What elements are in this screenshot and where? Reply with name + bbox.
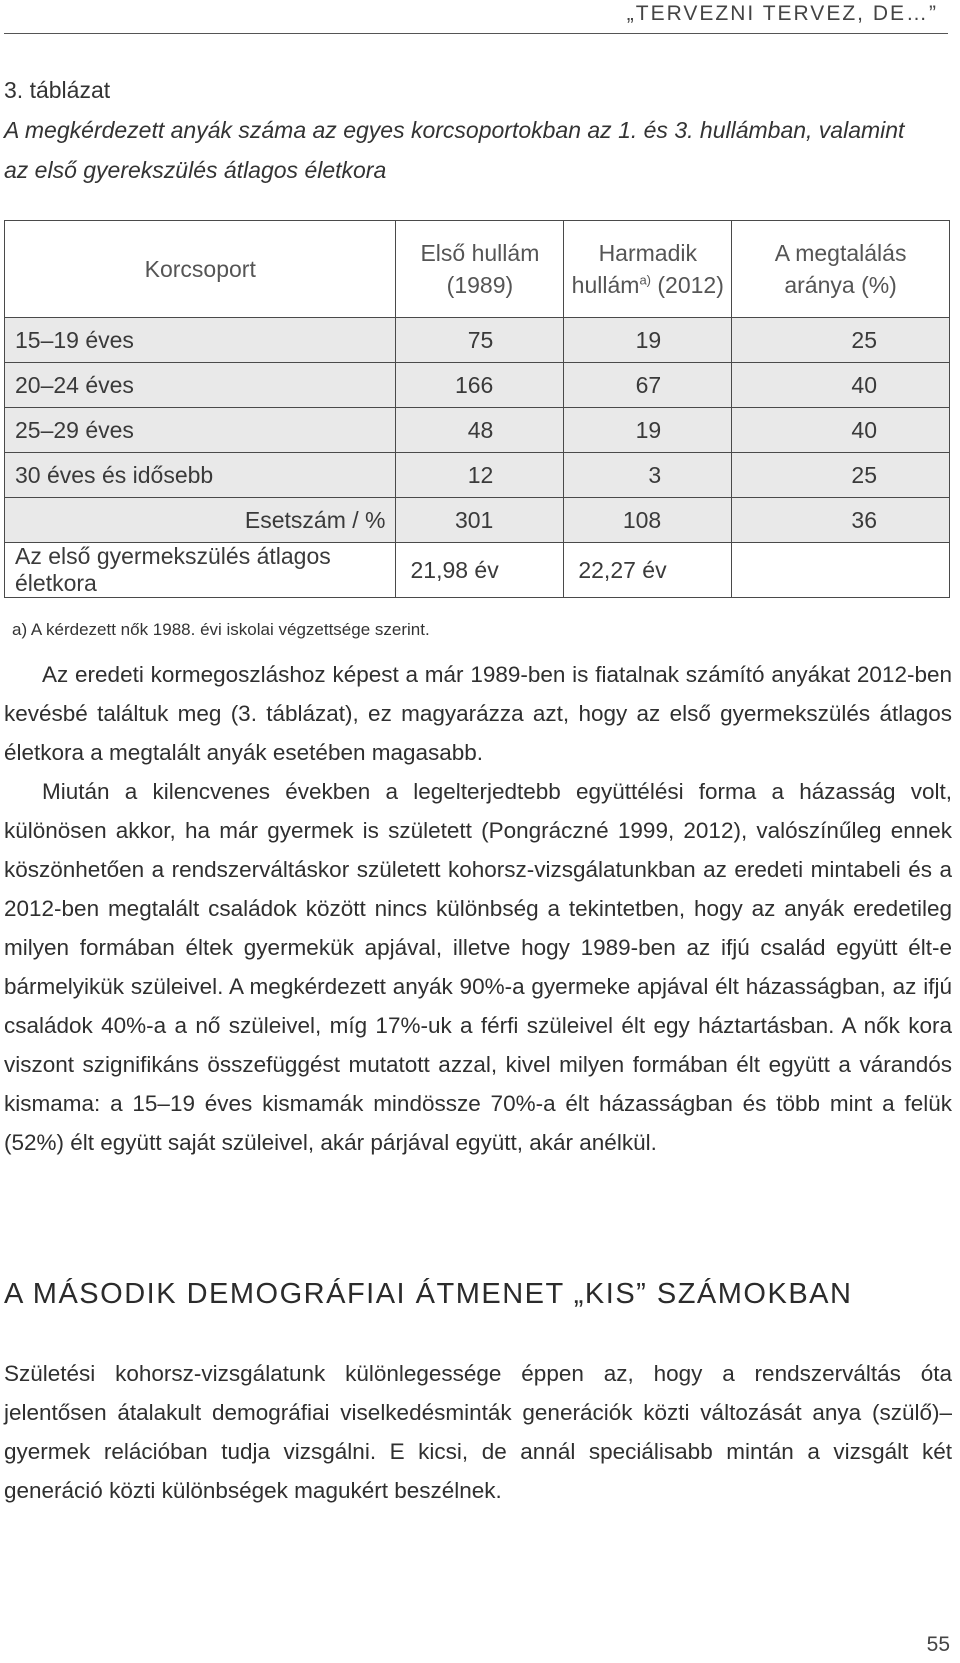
paragraph-3: Születési kohorsz-vizsgálatunk különlegessége éppen az, hogy a rendszerváltás óta jelentősen átalakult demográfiai viselkedésminták generációk közti változását anya (szülő)–gyermek relációban tudja vizsgálni. E kicsi, de annál speciálisabb mintán a vizsgált két generáció közti különbségek magukért beszélnek. xyxy=(4,1361,952,1503)
data-table xyxy=(4,220,950,598)
page-number: 55 xyxy=(926,1633,950,1656)
cell-group: 25–29 éves xyxy=(5,408,396,453)
table-row xyxy=(5,453,950,498)
table-row xyxy=(5,408,950,453)
cell-ratio: 25 xyxy=(732,453,950,498)
section-heading: A MÁSODIK DEMOGRÁFIAI ÁTMENET „KIS” SZÁMOKBAN xyxy=(4,1278,853,1310)
cell-group: 15–19 éves xyxy=(5,318,396,363)
cell-mean-age-third: 22,27 év xyxy=(564,543,732,598)
cell-third-wave: 67 xyxy=(564,363,732,408)
table-total-row xyxy=(5,498,950,543)
table-header-row xyxy=(5,221,950,318)
paragraph-2: Miután a kilencvenes években a legelterjedtebb együttélési forma a házasság volt, különösen akkor, ha már gyermek is született (Pongráczné 1999, 2012), valószínűleg ennek köszönhetően a rendszerváltáskor született kohorsz-vizsgálatunkban az eredeti mintabeli és a 2012-ben megtalált családok között nincs különbség a tekintetben, hogy az anyák eredetileg milyen formában éltek gyermekük apjával, illetve hogy 1989-ben az ifjú család együtt élt-e bármelyikük szüleivel. A megkérdezett anyák 90%-a gyermeke apjával élt házasságban, az ifjú családok 40%-a a nő szüleivel, míg 17%-uk a férfi szüleivel élt egy háztartásban. A nők kora viszont szignifikáns összefüggést mutatott azzal, kivel milyen formában élt együtt a várandós kismama: a 15–19 éves kismamák mindössze 70%-a élt házasságban és több mint a felük (52%) élt együtt saját szüleivel, akár párjával együtt, akár anélkül. xyxy=(4,779,952,1155)
header-third-wave-line2b: (2012) xyxy=(651,272,724,298)
cell-third-wave: 19 xyxy=(564,408,732,453)
cell-ratio: 40 xyxy=(732,408,950,453)
cell-first-wave: 166 xyxy=(396,363,564,408)
cell-first-wave: 48 xyxy=(396,408,564,453)
cell-mean-age-label: Az első gyermekszülés átlagos életkora xyxy=(5,543,396,598)
cell-third-wave: 3 xyxy=(564,453,732,498)
body-text-block-1 xyxy=(4,655,952,1162)
footnote-marker: a) xyxy=(639,272,651,288)
header-first-wave-line1: Első hullám xyxy=(420,240,540,266)
cell-total-label: Esetszám / % xyxy=(5,498,396,543)
header-third-wave-line2a: hullám xyxy=(571,272,640,298)
header-first-wave-line2: (1989) xyxy=(446,272,514,298)
cell-first-wave: 12 xyxy=(396,453,564,498)
cell-ratio: 25 xyxy=(732,318,950,363)
cell-first-wave: 75 xyxy=(396,318,564,363)
table-caption-label: 3. táblázat xyxy=(4,77,111,103)
table-row xyxy=(5,318,950,363)
table-row xyxy=(5,363,950,408)
header-ratio xyxy=(732,221,950,318)
cell-total-third: 108 xyxy=(564,498,732,543)
cell-total-first: 301 xyxy=(396,498,564,543)
table-footnote: a) A kérdezett nők 1988. évi iskolai végzettsége szerint. xyxy=(12,620,430,639)
cell-group: 30 éves és idősebb xyxy=(5,453,396,498)
table-mean-age-row xyxy=(5,543,950,598)
table-caption xyxy=(4,70,934,190)
header-korcsoport: Korcsoport xyxy=(5,221,396,318)
body-text-block-2 xyxy=(4,1354,952,1510)
header-first-wave xyxy=(396,221,564,318)
paragraph-1: Az eredeti kormegoszláshoz képest a már 1989-ben is fiatalnak számító anyákat 2012-ben kevésbé találtuk meg (3. táblázat), ez magyarázza azt, hogy az első gyermekszülés átlagos életkora a megtalált anyák esetében magasabb. xyxy=(4,662,952,765)
cell-ratio: 40 xyxy=(732,363,950,408)
header-ratio-line1: A megtalálás xyxy=(774,240,907,266)
cell-mean-age-first: 21,98 év xyxy=(396,543,564,598)
cell-group: 20–24 éves xyxy=(5,363,396,408)
header-third-wave xyxy=(564,221,732,318)
cell-third-wave: 19 xyxy=(564,318,732,363)
table-caption-text: A megkérdezett anyák száma az egyes korcsoportokban az 1. és 3. hullámban, valamint az első gyerekszülés átlagos életkora xyxy=(4,117,905,183)
header-rule xyxy=(4,33,948,34)
header-ratio-line2: aránya (%) xyxy=(784,272,897,298)
header-third-wave-line1: Harmadik xyxy=(598,240,697,266)
running-header: „TERVEZNI TERVEZ, DE…” xyxy=(626,2,938,25)
cell-total-ratio: 36 xyxy=(732,498,950,543)
cell-empty xyxy=(732,543,950,598)
